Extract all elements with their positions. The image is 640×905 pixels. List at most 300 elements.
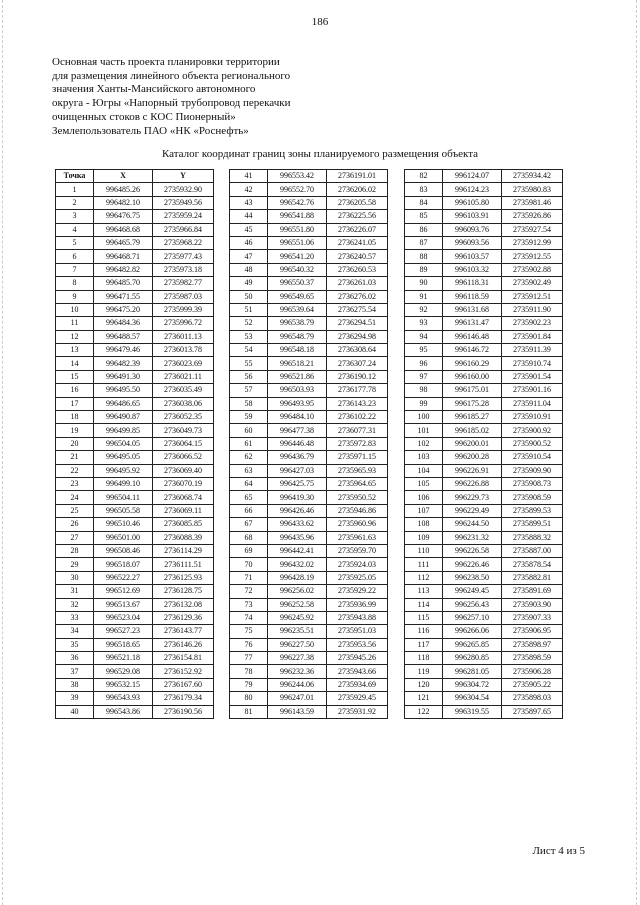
table-row xyxy=(56,210,214,223)
table-row xyxy=(405,317,563,330)
y-coordinate-cell: 2736125.93 xyxy=(153,571,214,584)
table-row xyxy=(405,170,563,183)
y-coordinate-cell: 2736023.69 xyxy=(153,357,214,370)
table-row xyxy=(230,692,388,705)
x-coordinate-cell: 996146.48 xyxy=(443,330,502,343)
y-coordinate-cell: 2736132.08 xyxy=(153,598,214,611)
x-coordinate-cell: 996175.01 xyxy=(443,384,502,397)
table-row xyxy=(230,464,388,477)
x-coordinate-cell: 996245.92 xyxy=(268,611,327,624)
point-number-cell: 14 xyxy=(56,357,94,370)
point-number-cell: 80 xyxy=(230,692,268,705)
point-number-cell: 84 xyxy=(405,196,443,209)
point-number-cell: 52 xyxy=(230,317,268,330)
table-row xyxy=(405,611,563,624)
point-number-cell: 1 xyxy=(56,183,94,196)
table-row xyxy=(230,544,388,557)
table-header-row xyxy=(56,170,214,183)
y-coordinate-cell: 2736111.51 xyxy=(153,558,214,571)
point-number-cell: 113 xyxy=(405,585,443,598)
table-row xyxy=(230,330,388,343)
point-number-cell: 69 xyxy=(230,544,268,557)
table-row xyxy=(405,210,563,223)
point-number-cell: 75 xyxy=(230,625,268,638)
table-row xyxy=(230,223,388,236)
table-row xyxy=(56,638,214,651)
table-row xyxy=(230,598,388,611)
table-row xyxy=(230,491,388,504)
y-coordinate-cell: 2735927.54 xyxy=(502,223,563,236)
table-row xyxy=(230,678,388,691)
table-row xyxy=(56,558,214,571)
x-coordinate-cell: 996226.91 xyxy=(443,464,502,477)
table-row xyxy=(56,330,214,343)
x-coordinate-cell: 996304.72 xyxy=(443,678,502,691)
table-row xyxy=(56,250,214,263)
page-number: 186 xyxy=(311,16,329,28)
point-number-cell: 66 xyxy=(230,504,268,517)
point-number-cell: 65 xyxy=(230,491,268,504)
sheet-label: Лист 4 из 5 xyxy=(532,845,585,857)
x-coordinate-cell: 996200.28 xyxy=(443,451,502,464)
x-coordinate-cell: 996175.28 xyxy=(443,397,502,410)
table-row xyxy=(230,344,388,357)
point-number-cell: 20 xyxy=(56,437,94,450)
x-coordinate-cell: 996244.06 xyxy=(268,678,327,691)
x-coordinate-cell: 996433.62 xyxy=(268,518,327,531)
point-number-cell: 111 xyxy=(405,558,443,571)
table-row xyxy=(56,678,214,691)
table-row xyxy=(56,504,214,517)
point-number-cell: 31 xyxy=(56,585,94,598)
point-number-cell: 90 xyxy=(405,277,443,290)
point-number-cell: 9 xyxy=(56,290,94,303)
table-row xyxy=(56,411,214,424)
table-row xyxy=(405,183,563,196)
table-row xyxy=(56,277,214,290)
x-coordinate-cell: 996238.50 xyxy=(443,571,502,584)
x-coordinate-cell: 996118.59 xyxy=(443,290,502,303)
x-coordinate-cell: 996522.27 xyxy=(94,571,153,584)
y-coordinate-cell: 2735906.28 xyxy=(502,665,563,678)
point-number-cell: 120 xyxy=(405,678,443,691)
x-coordinate-cell: 996548.18 xyxy=(268,344,327,357)
x-coordinate-cell: 996543.86 xyxy=(94,705,153,718)
point-number-cell: 119 xyxy=(405,665,443,678)
x-coordinate-cell: 996518.65 xyxy=(94,638,153,651)
document-header xyxy=(52,56,352,138)
table-row xyxy=(405,344,563,357)
x-coordinate-cell: 996227.38 xyxy=(268,652,327,665)
point-number-cell: 121 xyxy=(405,692,443,705)
table-row xyxy=(56,611,214,624)
point-number-cell: 95 xyxy=(405,344,443,357)
x-coordinate-cell: 996093.56 xyxy=(443,236,502,249)
y-coordinate-cell: 2735987.03 xyxy=(153,290,214,303)
point-number-cell: 18 xyxy=(56,411,94,424)
table-row xyxy=(56,344,214,357)
point-number-cell: 97 xyxy=(405,370,443,383)
table-row xyxy=(405,411,563,424)
point-number-cell: 56 xyxy=(230,370,268,383)
x-coordinate-cell: 996131.68 xyxy=(443,303,502,316)
point-number-cell: 115 xyxy=(405,611,443,624)
y-coordinate-cell: 2735911.04 xyxy=(502,397,563,410)
x-coordinate-cell: 996485.70 xyxy=(94,277,153,290)
y-coordinate-cell: 2735929.22 xyxy=(327,585,388,598)
table-row xyxy=(405,504,563,517)
y-coordinate-cell: 2736114.29 xyxy=(153,544,214,557)
x-coordinate-cell: 996539.64 xyxy=(268,303,327,316)
point-number-cell: 61 xyxy=(230,437,268,450)
y-coordinate-cell: 2735907.33 xyxy=(502,611,563,624)
x-coordinate-cell: 996493.95 xyxy=(268,397,327,410)
x-coordinate-cell: 996257.10 xyxy=(443,611,502,624)
y-coordinate-cell: 2735929.45 xyxy=(327,692,388,705)
x-coordinate-cell: 996425.75 xyxy=(268,477,327,490)
point-number-cell: 29 xyxy=(56,558,94,571)
point-number-cell: 35 xyxy=(56,638,94,651)
x-coordinate-cell: 996513.67 xyxy=(94,598,153,611)
table-row xyxy=(405,250,563,263)
x-coordinate-cell: 996185.02 xyxy=(443,424,502,437)
y-coordinate-cell: 2735910.74 xyxy=(502,357,563,370)
y-coordinate-cell: 2735910.91 xyxy=(502,411,563,424)
y-coordinate-cell: 2735908.73 xyxy=(502,477,563,490)
table-row xyxy=(230,250,388,263)
point-number-cell: 42 xyxy=(230,183,268,196)
point-number-cell: 33 xyxy=(56,611,94,624)
table-row xyxy=(405,330,563,343)
x-coordinate-cell: 996428.19 xyxy=(268,571,327,584)
y-coordinate-cell: 2736064.15 xyxy=(153,437,214,450)
y-coordinate-cell: 2736240.57 xyxy=(327,250,388,263)
table-row xyxy=(405,585,563,598)
point-number-cell: 28 xyxy=(56,544,94,557)
header-line: Землепользователь ПАО «НК «Роснефть» xyxy=(52,124,249,137)
point-number-cell: 15 xyxy=(56,370,94,383)
x-coordinate-cell: 996521.18 xyxy=(94,652,153,665)
point-number-cell: 74 xyxy=(230,611,268,624)
x-coordinate-cell: 996485.26 xyxy=(94,183,153,196)
x-coordinate-cell: 996319.55 xyxy=(443,705,502,718)
point-number-cell: 59 xyxy=(230,411,268,424)
table-row xyxy=(405,705,563,718)
point-number-cell: 57 xyxy=(230,384,268,397)
y-coordinate-cell: 2736077.31 xyxy=(327,424,388,437)
x-coordinate-cell: 996124.07 xyxy=(443,170,502,183)
point-number-cell: 2 xyxy=(56,196,94,209)
y-coordinate-cell: 2735999.39 xyxy=(153,303,214,316)
table-row xyxy=(56,571,214,584)
scan-margin-left xyxy=(2,0,4,905)
point-number-cell: 83 xyxy=(405,183,443,196)
y-coordinate-cell: 2736294.98 xyxy=(327,330,388,343)
table-row xyxy=(405,692,563,705)
table-row xyxy=(230,210,388,223)
table-row xyxy=(405,290,563,303)
x-coordinate-cell: 996231.32 xyxy=(443,531,502,544)
point-number-cell: 17 xyxy=(56,397,94,410)
x-coordinate-cell: 996542.76 xyxy=(268,196,327,209)
y-coordinate-cell: 2735902.49 xyxy=(502,277,563,290)
point-number-cell: 62 xyxy=(230,451,268,464)
table-row xyxy=(56,196,214,209)
table-row xyxy=(230,424,388,437)
point-number-cell: 77 xyxy=(230,652,268,665)
x-coordinate-cell: 996252.58 xyxy=(268,598,327,611)
y-coordinate-cell: 2735966.84 xyxy=(153,223,214,236)
y-coordinate-cell: 2735996.72 xyxy=(153,317,214,330)
x-coordinate-cell: 996495.05 xyxy=(94,451,153,464)
y-coordinate-cell: 2735943.88 xyxy=(327,611,388,624)
y-coordinate-cell: 2736085.85 xyxy=(153,518,214,531)
table-row xyxy=(230,652,388,665)
x-coordinate-cell: 996235.51 xyxy=(268,625,327,638)
y-coordinate-cell: 2735981.46 xyxy=(502,196,563,209)
coordinates-table-2 xyxy=(229,169,388,719)
point-number-cell: 44 xyxy=(230,210,268,223)
point-number-cell: 45 xyxy=(230,223,268,236)
x-coordinate-cell: 996523.04 xyxy=(94,611,153,624)
x-coordinate-cell: 996118.31 xyxy=(443,277,502,290)
point-number-cell: 94 xyxy=(405,330,443,343)
y-coordinate-cell: 2736070.19 xyxy=(153,477,214,490)
point-number-cell: 109 xyxy=(405,531,443,544)
header-y: Y xyxy=(153,170,214,183)
point-number-cell: 87 xyxy=(405,236,443,249)
y-coordinate-cell: 2736167.60 xyxy=(153,678,214,691)
x-coordinate-cell: 996486.65 xyxy=(94,397,153,410)
x-coordinate-cell: 996143.59 xyxy=(268,705,327,718)
table-row xyxy=(56,451,214,464)
table-row xyxy=(230,170,388,183)
x-coordinate-cell: 996436.79 xyxy=(268,451,327,464)
table-row xyxy=(405,357,563,370)
y-coordinate-cell: 2735911.39 xyxy=(502,344,563,357)
y-coordinate-cell: 2735959.24 xyxy=(153,210,214,223)
point-number-cell: 21 xyxy=(56,451,94,464)
x-coordinate-cell: 996532.15 xyxy=(94,678,153,691)
y-coordinate-cell: 2735965.93 xyxy=(327,464,388,477)
point-number-cell: 88 xyxy=(405,250,443,263)
table-row xyxy=(230,263,388,276)
x-coordinate-cell: 996446.48 xyxy=(268,437,327,450)
point-number-cell: 55 xyxy=(230,357,268,370)
table-row xyxy=(405,491,563,504)
y-coordinate-cell: 2735949.56 xyxy=(153,196,214,209)
point-number-cell: 46 xyxy=(230,236,268,249)
x-coordinate-cell: 996491.30 xyxy=(94,370,153,383)
point-number-cell: 3 xyxy=(56,210,94,223)
y-coordinate-cell: 2735972.83 xyxy=(327,437,388,450)
point-number-cell: 10 xyxy=(56,303,94,316)
table-row xyxy=(230,290,388,303)
point-number-cell: 104 xyxy=(405,464,443,477)
header-point: Точка xyxy=(56,170,94,183)
x-coordinate-cell: 996426.46 xyxy=(268,504,327,517)
table-row xyxy=(56,437,214,450)
x-coordinate-cell: 996244.50 xyxy=(443,518,502,531)
table-row xyxy=(230,625,388,638)
table-row xyxy=(230,196,388,209)
point-number-cell: 89 xyxy=(405,263,443,276)
point-number-cell: 79 xyxy=(230,678,268,691)
y-coordinate-cell: 2736179.34 xyxy=(153,692,214,705)
x-coordinate-cell: 996247.01 xyxy=(268,692,327,705)
table-row xyxy=(405,558,563,571)
y-coordinate-cell: 2735910.54 xyxy=(502,451,563,464)
y-coordinate-cell: 2735901.54 xyxy=(502,370,563,383)
table-row xyxy=(405,424,563,437)
table-row xyxy=(405,236,563,249)
point-number-cell: 81 xyxy=(230,705,268,718)
y-coordinate-cell: 2736088.39 xyxy=(153,531,214,544)
point-number-cell: 67 xyxy=(230,518,268,531)
y-coordinate-cell: 2735946.86 xyxy=(327,504,388,517)
x-coordinate-cell: 996553.42 xyxy=(268,170,327,183)
y-coordinate-cell: 2735950.52 xyxy=(327,491,388,504)
y-coordinate-cell: 2735980.83 xyxy=(502,183,563,196)
y-coordinate-cell: 2735961.63 xyxy=(327,531,388,544)
table-row xyxy=(230,665,388,678)
table-row xyxy=(405,544,563,557)
y-coordinate-cell: 2736241.05 xyxy=(327,236,388,249)
header-line: очищенных стоков с КОС Пионерный» xyxy=(52,110,236,123)
point-number-cell: 91 xyxy=(405,290,443,303)
table-row xyxy=(405,598,563,611)
table-row xyxy=(405,223,563,236)
point-number-cell: 41 xyxy=(230,170,268,183)
x-coordinate-cell: 996281.05 xyxy=(443,665,502,678)
table-row xyxy=(230,451,388,464)
table-row xyxy=(230,183,388,196)
y-coordinate-cell: 2735973.18 xyxy=(153,263,214,276)
point-number-cell: 12 xyxy=(56,330,94,343)
table-row xyxy=(56,397,214,410)
point-number-cell: 82 xyxy=(405,170,443,183)
y-coordinate-cell: 2735898.59 xyxy=(502,652,563,665)
x-coordinate-cell: 996484.36 xyxy=(94,317,153,330)
point-number-cell: 98 xyxy=(405,384,443,397)
table-row xyxy=(405,464,563,477)
x-coordinate-cell: 996518.21 xyxy=(268,357,327,370)
point-number-cell: 103 xyxy=(405,451,443,464)
table-row xyxy=(230,411,388,424)
table-row xyxy=(230,518,388,531)
y-coordinate-cell: 2736275.54 xyxy=(327,303,388,316)
point-number-cell: 37 xyxy=(56,665,94,678)
table-row xyxy=(56,491,214,504)
x-coordinate-cell: 996103.32 xyxy=(443,263,502,276)
point-number-cell: 40 xyxy=(56,705,94,718)
x-coordinate-cell: 996488.57 xyxy=(94,330,153,343)
table-row xyxy=(405,678,563,691)
table-row xyxy=(405,263,563,276)
y-coordinate-cell: 2735945.26 xyxy=(327,652,388,665)
x-coordinate-cell: 996471.55 xyxy=(94,290,153,303)
table-row xyxy=(405,638,563,651)
table-row xyxy=(230,236,388,249)
point-number-cell: 24 xyxy=(56,491,94,504)
point-number-cell: 22 xyxy=(56,464,94,477)
catalog-title: Каталог координат границ зоны планируемого размещения объекта xyxy=(161,148,479,160)
point-number-cell: 78 xyxy=(230,665,268,678)
y-coordinate-cell: 2736261.03 xyxy=(327,277,388,290)
x-coordinate-cell: 996093.76 xyxy=(443,223,502,236)
x-coordinate-cell: 996435.96 xyxy=(268,531,327,544)
y-coordinate-cell: 2736260.53 xyxy=(327,263,388,276)
table-row xyxy=(230,277,388,290)
x-coordinate-cell: 996503.93 xyxy=(268,384,327,397)
table-row xyxy=(56,303,214,316)
y-coordinate-cell: 2736013.78 xyxy=(153,344,214,357)
table-row xyxy=(230,397,388,410)
x-coordinate-cell: 996468.71 xyxy=(94,250,153,263)
table-row xyxy=(56,424,214,437)
point-number-cell: 13 xyxy=(56,344,94,357)
point-number-cell: 108 xyxy=(405,518,443,531)
point-number-cell: 72 xyxy=(230,585,268,598)
table-row xyxy=(56,531,214,544)
point-number-cell: 47 xyxy=(230,250,268,263)
header-line: округа - Югры «Напорный трубопровод перекачки xyxy=(52,97,291,110)
point-number-cell: 93 xyxy=(405,317,443,330)
y-coordinate-cell: 2735931.92 xyxy=(327,705,388,718)
y-coordinate-cell: 2735888.32 xyxy=(502,531,563,544)
y-coordinate-cell: 2735964.65 xyxy=(327,477,388,490)
table-row xyxy=(230,370,388,383)
point-number-cell: 68 xyxy=(230,531,268,544)
x-coordinate-cell: 996484.10 xyxy=(268,411,327,424)
table-row xyxy=(230,317,388,330)
y-coordinate-cell: 2736069.11 xyxy=(153,504,214,517)
y-coordinate-cell: 2735959.70 xyxy=(327,544,388,557)
y-coordinate-cell: 2735903.90 xyxy=(502,598,563,611)
header-line: Основная часть проекта планировки территории xyxy=(52,56,280,68)
point-number-cell: 5 xyxy=(56,236,94,249)
table-row xyxy=(230,611,388,624)
x-coordinate-cell: 996504.11 xyxy=(94,491,153,504)
table-row xyxy=(405,384,563,397)
x-coordinate-cell: 996551.06 xyxy=(268,236,327,249)
x-coordinate-cell: 996304.54 xyxy=(443,692,502,705)
point-number-cell: 112 xyxy=(405,571,443,584)
point-number-cell: 118 xyxy=(405,652,443,665)
y-coordinate-cell: 2736049.73 xyxy=(153,424,214,437)
table-row xyxy=(230,531,388,544)
point-number-cell: 60 xyxy=(230,424,268,437)
y-coordinate-cell: 2736128.75 xyxy=(153,585,214,598)
x-coordinate-cell: 996103.91 xyxy=(443,210,502,223)
point-number-cell: 64 xyxy=(230,477,268,490)
point-number-cell: 106 xyxy=(405,491,443,504)
table-row xyxy=(230,585,388,598)
y-coordinate-cell: 2735900.52 xyxy=(502,437,563,450)
x-coordinate-cell: 996232.36 xyxy=(268,665,327,678)
x-coordinate-cell: 996131.47 xyxy=(443,317,502,330)
x-coordinate-cell: 996495.50 xyxy=(94,384,153,397)
point-number-cell: 85 xyxy=(405,210,443,223)
table-row xyxy=(405,277,563,290)
x-coordinate-cell: 996419.30 xyxy=(268,491,327,504)
x-coordinate-cell: 996552.70 xyxy=(268,183,327,196)
x-coordinate-cell: 996504.05 xyxy=(94,437,153,450)
y-coordinate-cell: 2735897.65 xyxy=(502,705,563,718)
table-row xyxy=(56,236,214,249)
x-coordinate-cell: 996548.79 xyxy=(268,330,327,343)
x-coordinate-cell: 996482.82 xyxy=(94,263,153,276)
